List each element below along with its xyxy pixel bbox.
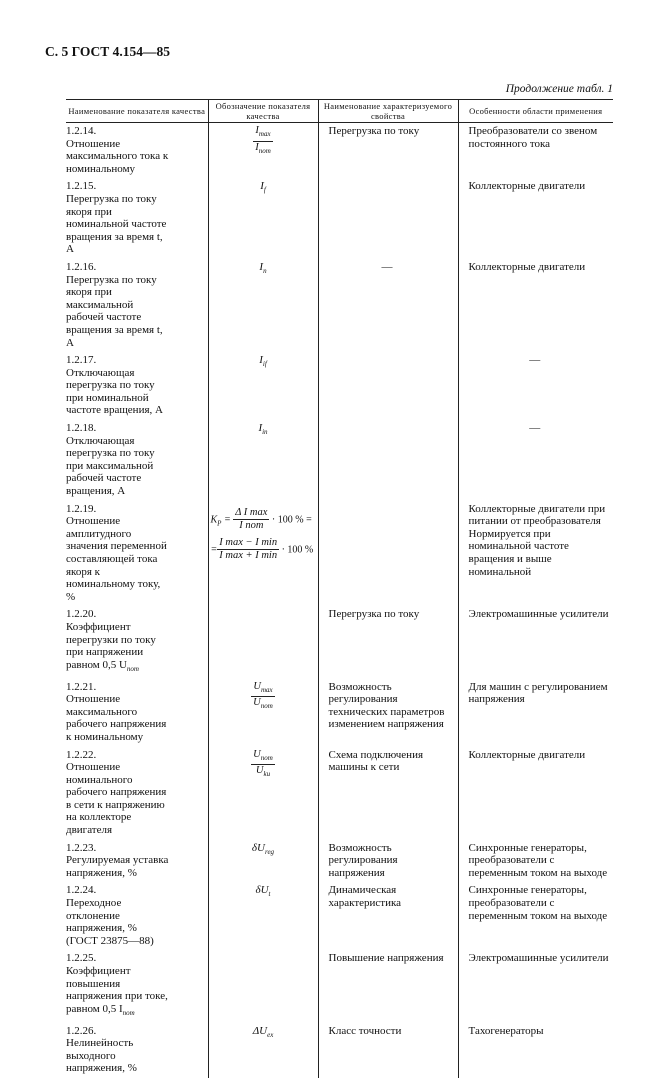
- indicator-symbol: $\delta U_t$: [255, 884, 271, 899]
- row-number: 1.2.21.: [66, 680, 97, 693]
- property-name: Возможность регулирования технических параметров изменением напряжения: [318, 679, 458, 747]
- property-name: Возможность регулирования напряжения: [318, 840, 458, 883]
- table-row: [66, 501, 613, 607]
- indicator-symbol: $\frac{U_{nom}}{U_{ku}}$: [253, 748, 273, 779]
- row-number: 1.2.25.: [66, 952, 97, 965]
- property-name: Класс точности: [318, 1023, 458, 1078]
- row-number: 1.2.24.: [66, 884, 97, 897]
- application-area: Электромашинные усилители: [458, 950, 613, 1022]
- row-number: 1.2.14.: [66, 125, 97, 137]
- indicator-name: Отношение номинального рабочего напряжения в сети к напряжению на коллекторе двигателя: [66, 761, 167, 837]
- table-header-row: [66, 100, 613, 123]
- table-row: [66, 259, 613, 352]
- row-number: 1.2.18.: [66, 422, 97, 435]
- property-name: [318, 420, 458, 501]
- application-area: —: [458, 420, 613, 501]
- header-property-name: Наименование характеризуемого свойства: [318, 100, 458, 123]
- property-name: [318, 352, 458, 420]
- table-row: [66, 606, 613, 678]
- property-name: Схема подключения машины к сети: [318, 747, 458, 840]
- indicator-symbol: $\delta U_{reg}$: [251, 841, 275, 856]
- page-header: С. 5 ГОСТ 4.154—85: [45, 44, 171, 59]
- row-number: 1.2.23.: [66, 841, 97, 854]
- application-area: Коллекторные двигатели: [458, 747, 613, 840]
- application-note: Коллекторные двигатели при питании от преобразователя: [468, 502, 606, 528]
- property-name: Динамическая характеристика: [318, 882, 458, 950]
- property-name: Перегрузка по току: [318, 606, 458, 678]
- indicator-symbol: $\Delta U_{ex}$: [252, 1024, 274, 1039]
- indicator-symbol: $I_{in}$: [258, 422, 268, 437]
- application-area: Синхронные генераторы, преобразователи с переменным током на выходе: [458, 882, 613, 950]
- indicator-name: Отношение максимального тока к номинальному: [66, 137, 169, 175]
- property-name: [318, 501, 458, 607]
- indicator-formula: $K_P$ = $\frac{\text{Δ I max}}{\text{I nom}}$ · 100 % = = $\frac{\text{I max − I min}}{\text{I max + I min}}$ · 100 %: [208, 501, 318, 607]
- application-area: Коллекторные двигатели: [458, 178, 613, 259]
- table-row: [66, 1023, 613, 1078]
- indicator-name: Перегрузка по току якоря при максимальной рабочей частоте вращения за время t, А: [66, 273, 163, 349]
- header-application: Особенности области применения: [458, 100, 613, 123]
- application-area: Коллекторные двигатели: [458, 259, 613, 352]
- indicator-name: Переходное отклонение напряжения, % (ГОСТ 23875—88): [66, 897, 154, 947]
- table-row: [66, 840, 613, 883]
- table-row: [66, 950, 613, 1022]
- indicator-name: Отключающая перегрузка по току при максимальной рабочей частоте вращения, А: [66, 434, 155, 498]
- header-indicator-symbol: Обозначение показателя качества: [208, 100, 318, 123]
- application-area: Синхронные генераторы, преобразователи с переменным током на выходе: [458, 840, 613, 883]
- row-number: 1.2.20.: [66, 608, 97, 621]
- indicator-symbol: $\frac{U_{max}}{U_{nom}}$: [253, 680, 273, 711]
- indicator-name: Нелинейность выходного напряжения, %: [66, 1037, 137, 1075]
- application-note: Нормируется при номинальной частоте вращения и выше номинальной: [468, 527, 569, 578]
- table-row: [66, 352, 613, 420]
- table-continuation-label: Продолжение табл. 1: [505, 83, 613, 95]
- row-number: 1.2.22.: [66, 748, 97, 761]
- indicator-name: Перегрузка по току якоря при номинальной частоте вращения за время t, А: [66, 192, 167, 256]
- indicator-name: Регулируемая уставка напряжения, %: [66, 854, 169, 879]
- table-row: [66, 882, 613, 950]
- indicator-name: Отключающая перегрузка по току при номинальной частоте вращения, А: [66, 366, 163, 417]
- table-row: [66, 747, 613, 840]
- row-number: 1.2.17.: [66, 354, 97, 367]
- indicator-symbol: $I_f$: [260, 180, 266, 195]
- table-row: [66, 123, 613, 179]
- header-indicator-name: Наименование показателя качества: [66, 100, 208, 123]
- indicator-name: Коэффициент повышения напряжения при токе, равном 0,5 $I_{nom}$: [66, 965, 168, 1017]
- indicator-name: Отношение максимального рабочего напряжения к номинальному: [66, 693, 167, 743]
- table-row: [66, 420, 613, 501]
- table-row: [66, 178, 613, 259]
- property-name: Перегрузка по току: [318, 123, 458, 179]
- application-area: Преобразователи со звеном постоянного тока: [458, 123, 613, 179]
- property-name: —: [318, 259, 458, 352]
- application-area: Для машин с регулированием напряжения: [458, 679, 613, 747]
- table-row: [66, 679, 613, 747]
- indicator-name: Отношение амплитудного значения переменной составляющей тока якоря к номинальному току, %: [66, 515, 167, 603]
- quality-indicators-table: [66, 99, 613, 1078]
- row-number: 1.2.26.: [66, 1024, 97, 1037]
- application-area: Электромашинные усилители: [458, 606, 613, 678]
- property-name: Повышение напряжения: [318, 950, 458, 1022]
- application-area: —: [458, 352, 613, 420]
- indicator-name: Коэффициент перегрузки по току при напряжении равном 0,5 $U_{nom}$: [66, 620, 156, 673]
- row-number: 1.2.16.: [66, 260, 97, 273]
- indicator-symbol: $I_{if}$: [259, 354, 267, 369]
- row-number: 1.2.19.: [66, 502, 97, 515]
- application-area: Тахогенераторы: [458, 1023, 613, 1078]
- application-area: [458, 501, 613, 607]
- row-number: 1.2.15.: [66, 180, 97, 193]
- property-name: [318, 178, 458, 259]
- indicator-symbol: $\frac{I_{max}}{I_{nom}}$: [255, 125, 271, 155]
- indicator-symbol: $I_n$: [259, 260, 267, 276]
